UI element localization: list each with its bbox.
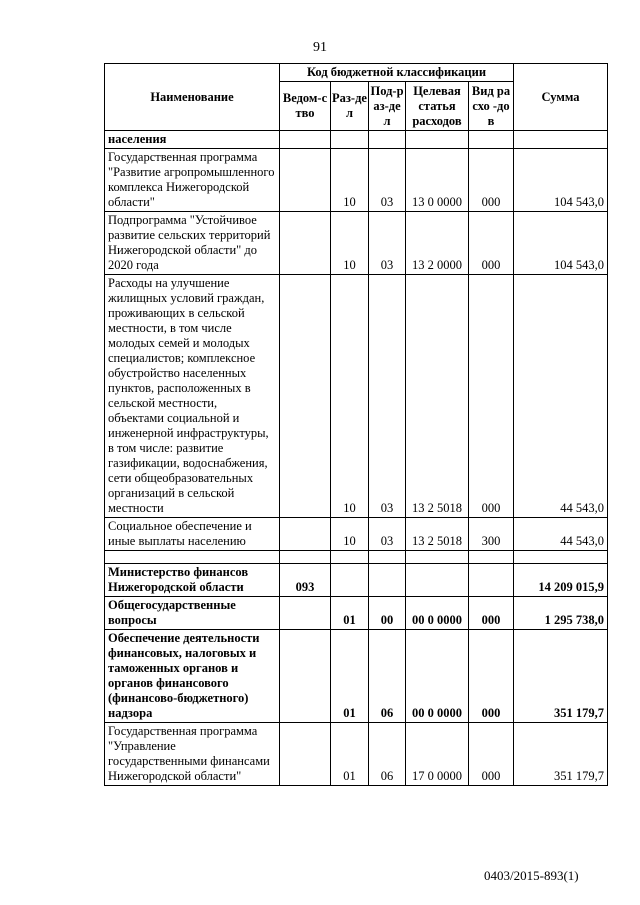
row-sum-cell: 351 179,7: [514, 723, 608, 786]
row-name-cell: Общегосударственные вопросы: [105, 597, 280, 630]
header-section: Раз-дел: [331, 82, 369, 131]
document-code: 0403/2015-893(1): [484, 868, 579, 883]
row-target-article-cell: [406, 564, 469, 597]
row-sum-cell: [514, 131, 608, 149]
row-name-cell: Государственная программа "Развитие агропромышленного комплекса Нижегородской области": [105, 149, 280, 212]
header-subsection: Под-раз-дел: [369, 82, 406, 131]
row-subsection-cell: [369, 551, 406, 564]
table-row: [105, 564, 608, 597]
row-subsection-cell: 03: [369, 275, 406, 518]
table-row: [105, 723, 608, 786]
table-body: [105, 131, 608, 786]
row-department-cell: [280, 551, 331, 564]
row-department-cell: [280, 723, 331, 786]
row-target-article-cell: [406, 131, 469, 149]
row-subsection-cell: 03: [369, 149, 406, 212]
row-name-cell: Министерство финансов Нижегородской области: [105, 564, 280, 597]
row-target-article-cell: 13 2 0000: [406, 212, 469, 275]
row-target-article-cell: 00 0 0000: [406, 597, 469, 630]
row-subsection-cell: [369, 564, 406, 597]
row-subsection-cell: 06: [369, 723, 406, 786]
table-row: [105, 597, 608, 630]
row-section-cell: [331, 564, 369, 597]
row-subsection-cell: 03: [369, 518, 406, 551]
row-expense-type-cell: 000: [469, 275, 514, 518]
row-subsection-cell: 00: [369, 597, 406, 630]
row-department-cell: 093: [280, 564, 331, 597]
row-sum-cell: 14 209 015,9: [514, 564, 608, 597]
row-department-cell: [280, 212, 331, 275]
row-target-article-cell: 13 2 5018: [406, 275, 469, 518]
row-target-article-cell: 13 0 0000: [406, 149, 469, 212]
budget-table: [104, 63, 608, 786]
table-spacer-row: [105, 551, 608, 564]
row-expense-type-cell: [469, 131, 514, 149]
row-sum-cell: [514, 551, 608, 564]
row-name-cell: Социальное обеспечение и иные выплаты населению: [105, 518, 280, 551]
row-expense-type-cell: 000: [469, 597, 514, 630]
header-department: Ведом-ство: [280, 82, 331, 131]
row-name-cell: населения: [105, 131, 280, 149]
row-expense-type-cell: 000: [469, 723, 514, 786]
header-classification-group: Код бюджетной классификации: [280, 64, 514, 82]
row-sum-cell: 44 543,0: [514, 518, 608, 551]
table-row: [105, 149, 608, 212]
row-section-cell: 10: [331, 149, 369, 212]
row-section-cell: 01: [331, 630, 369, 723]
row-sum-cell: 104 543,0: [514, 212, 608, 275]
row-name-cell: Расходы на улучшение жилищных условий граждан, проживающих в сельской местности, в том числе молодых семей и молодых специалистов; комплексное обустройство населенных пунктов, расположенных в сельской местности, объектами социальной и инженерной инфраструктуры, в том числе: развитие газификации, водоснабжения, сети общеобразовательных организаций в сельской местности: [105, 275, 280, 518]
header-name: Наименование: [105, 64, 280, 131]
header-sum: Сумма: [514, 64, 608, 131]
row-target-article-cell: 13 2 5018: [406, 518, 469, 551]
row-expense-type-cell: 000: [469, 630, 514, 723]
row-department-cell: [280, 275, 331, 518]
row-expense-type-cell: 300: [469, 518, 514, 551]
row-expense-type-cell: [469, 564, 514, 597]
row-expense-type-cell: [469, 551, 514, 564]
row-sum-cell: 351 179,7: [514, 630, 608, 723]
header-expense-type: Вид расхо -дов: [469, 82, 514, 131]
row-target-article-cell: 00 0 0000: [406, 630, 469, 723]
row-department-cell: [280, 518, 331, 551]
row-sum-cell: 104 543,0: [514, 149, 608, 212]
table-row: [105, 275, 608, 518]
row-subsection-cell: [369, 131, 406, 149]
row-name-cell: Обеспечение деятельности финансовых, налоговых и таможенных органов и органов финансового (финансово-бюджетного) надзора: [105, 630, 280, 723]
row-subsection-cell: 06: [369, 630, 406, 723]
row-department-cell: [280, 630, 331, 723]
header-target-article: Целевая статья расходов: [406, 82, 469, 131]
row-subsection-cell: 03: [369, 212, 406, 275]
row-expense-type-cell: 000: [469, 212, 514, 275]
table-row: [105, 630, 608, 723]
row-name-cell: Подпрограмма "Устойчивое развитие сельских территорий Нижегородской области" до 2020 года: [105, 212, 280, 275]
row-department-cell: [280, 149, 331, 212]
row-section-cell: [331, 131, 369, 149]
row-section-cell: [331, 551, 369, 564]
row-sum-cell: 1 295 738,0: [514, 597, 608, 630]
table-row: [105, 131, 608, 149]
row-target-article-cell: [406, 551, 469, 564]
row-section-cell: 01: [331, 723, 369, 786]
row-section-cell: 01: [331, 597, 369, 630]
table-row: [105, 212, 608, 275]
row-expense-type-cell: 000: [469, 149, 514, 212]
row-department-cell: [280, 597, 331, 630]
row-target-article-cell: 17 0 0000: [406, 723, 469, 786]
row-department-cell: [280, 131, 331, 149]
row-section-cell: 10: [331, 518, 369, 551]
row-section-cell: 10: [331, 275, 369, 518]
row-sum-cell: 44 543,0: [514, 275, 608, 518]
row-name-cell: Государственная программа "Управление государственными финансами Нижегородской области": [105, 723, 280, 786]
row-section-cell: 10: [331, 212, 369, 275]
table-row: [105, 518, 608, 551]
page-number: 91: [313, 40, 327, 55]
row-name-cell: [105, 551, 280, 564]
